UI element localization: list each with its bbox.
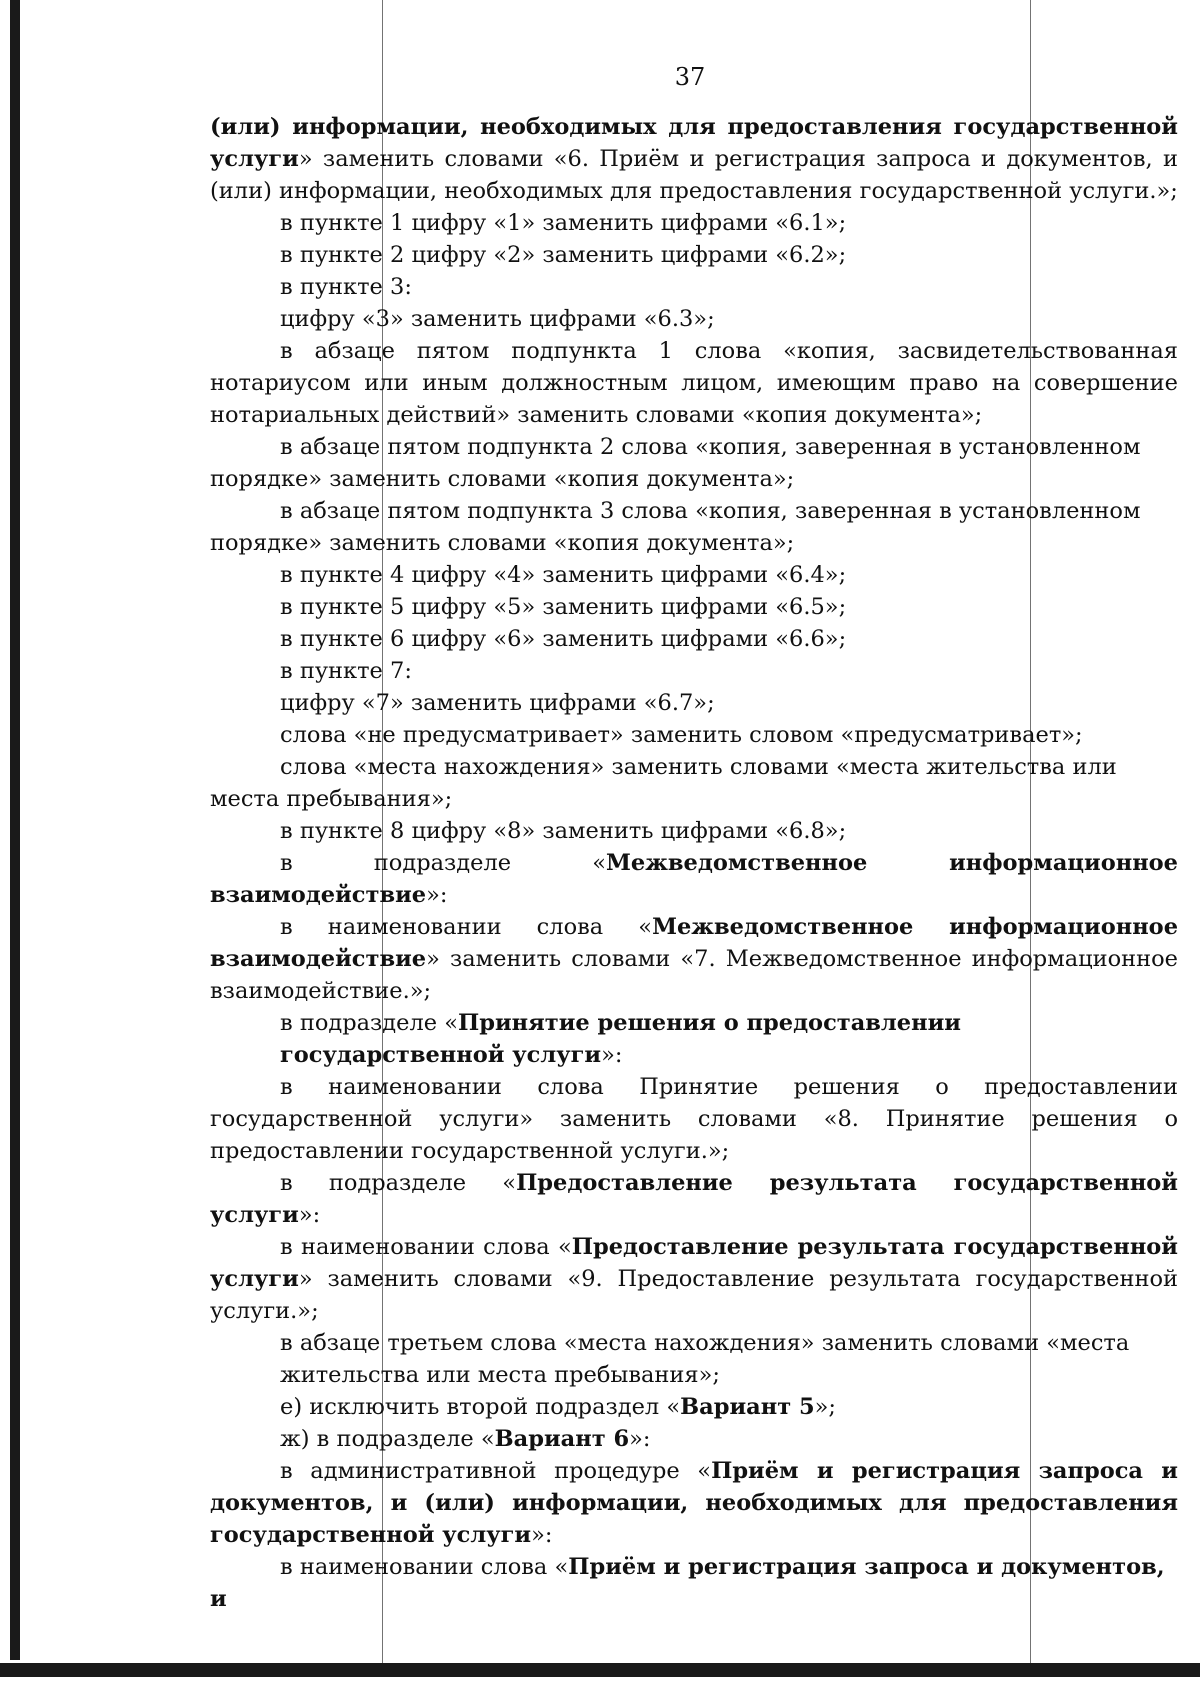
scan-bottom-border [0, 1663, 1200, 1677]
paragraph [210, 655, 1178, 687]
paragraph [210, 431, 1178, 495]
text-run: в наименовании слова « [280, 1234, 572, 1260]
paragraph [210, 111, 1178, 207]
text-run: в наименовании слова « [280, 914, 653, 940]
text-run: »: [629, 1426, 651, 1452]
paragraph [210, 1007, 1178, 1071]
text-run: в пункте 6 цифру «6» заменить цифрами «6.6»; [280, 626, 847, 652]
bold-text: Предоставление результата государственной услуги [210, 1170, 1178, 1228]
text-run: цифру «7» заменить цифрами «6.7»; [280, 690, 715, 716]
text-run: »; [814, 1394, 836, 1420]
text-run: в подразделе « [280, 850, 606, 876]
text-run: » заменить словами «7. Межведомственное информационное взаимодействие.»; [210, 946, 1178, 1004]
paragraph [210, 687, 1178, 719]
bold-text: (или) информации, необходимых для предоставления государственной услуги [210, 114, 1178, 172]
text-run: в пункте 2 цифру «2» заменить цифрами «6.2»; [280, 242, 847, 268]
text-run: слова «места нахождения» заменить словами «места жительства или места пребывания»; [210, 754, 1117, 812]
paragraph [210, 1455, 1178, 1551]
text-run: в абзаце третьем слова «места нахождения» заменить словами «места жительства или места пребывания»; [280, 1330, 1130, 1388]
paragraph [210, 495, 1178, 559]
text-run: ж) в подразделе « [280, 1426, 495, 1452]
paragraph [210, 847, 1178, 911]
text-run: » заменить словами «9. Предоставление результата государственной услуги.»; [210, 1266, 1178, 1324]
paragraph [210, 1071, 1178, 1167]
bold-text: Межведомственное информационное взаимодействие [210, 850, 1178, 908]
paragraph [210, 1231, 1178, 1327]
text-run: в подразделе « [280, 1170, 517, 1196]
paragraph [210, 1167, 1178, 1231]
text-run: »: [426, 882, 448, 908]
bold-text: Межведомственное информационное взаимодействие [210, 914, 1179, 972]
document-body [210, 111, 1178, 1615]
paragraph [210, 815, 1178, 847]
paragraph [210, 1423, 1178, 1455]
text-run: в подразделе « [280, 1010, 459, 1036]
bold-text: Приём и регистрация запроса и документов, и [210, 1554, 1165, 1612]
paragraph [210, 1551, 1178, 1615]
paragraph [210, 623, 1178, 655]
text-run: »: [298, 1202, 321, 1228]
text-run: в пункте 3: [280, 274, 412, 300]
paragraph [210, 559, 1178, 591]
page-number: 37 [674, 63, 706, 91]
paragraph [210, 239, 1178, 271]
bold-text: Предоставление результата государственной услуги [210, 1234, 1178, 1292]
paragraph [210, 719, 1178, 751]
text-run: в наименовании слова « [280, 1554, 569, 1580]
text-run: »: [531, 1522, 553, 1548]
text-run: е) исключить второй подраздел « [280, 1394, 681, 1420]
text-run: в абзаце пятом подпункта 2 слова «копия, заверенная в установленном порядке» заменить словами «копия документа»; [210, 434, 1141, 492]
bold-text: Вариант 5 [680, 1394, 815, 1420]
text-run: в административной процедуре « [280, 1458, 712, 1484]
bold-text: Вариант 6 [494, 1426, 630, 1452]
text-run: в пункте 1 цифру «1» заменить цифрами «6.1»; [280, 210, 847, 236]
paragraph [210, 207, 1178, 239]
text-run: »: [601, 1042, 623, 1068]
text-run: в пункте 7: [280, 658, 412, 684]
paragraph [210, 303, 1178, 335]
bold-text: Приём и регистрация запроса и документов, и (или) информации, необходимых для предоставления государственной услуги [210, 1458, 1178, 1548]
paragraph [210, 335, 1178, 431]
text-run: в пункте 4 цифру «4» заменить цифрами «6.4»; [280, 562, 847, 588]
paragraph [210, 1391, 1178, 1423]
text-run: в наименовании слова Принятие решения о предоставлении государственной услуги» заменить словами «8. Принятие решения о предоставлении государственной услуги.»; [210, 1074, 1178, 1164]
text-run: в абзаце пятом подпункта 1 слова «копия, засвидетельствованная нотариусом или иным должностным лицом, имеющим право на совершение нотариальных действий» заменить словами «копия документа»; [210, 338, 1178, 428]
text-run: слова «не предусматривает» заменить словом «предусматривает»; [280, 722, 1083, 748]
bold-text: Принятие решения о предоставлении государственной услуги [280, 1010, 961, 1068]
paragraph [210, 1327, 1178, 1391]
paragraph [210, 591, 1178, 623]
paragraph [210, 911, 1178, 1007]
paragraph [210, 751, 1178, 815]
paragraph [210, 271, 1178, 303]
text-run: цифру «3» заменить цифрами «6.3»; [280, 306, 715, 332]
scan-left-border [10, 0, 20, 1660]
text-run: в абзаце пятом подпункта 3 слова «копия, заверенная в установленном порядке» заменить словами «копия документа»; [210, 498, 1141, 556]
text-run: в пункте 8 цифру «8» заменить цифрами «6.8»; [280, 818, 847, 844]
text-run: » заменить словами «6. Приём и регистрация запроса и документов, и (или) информации, необходимых для предоставления государственной услуги.»; [210, 146, 1178, 204]
text-run: в пункте 5 цифру «5» заменить цифрами «6.5»; [280, 594, 847, 620]
